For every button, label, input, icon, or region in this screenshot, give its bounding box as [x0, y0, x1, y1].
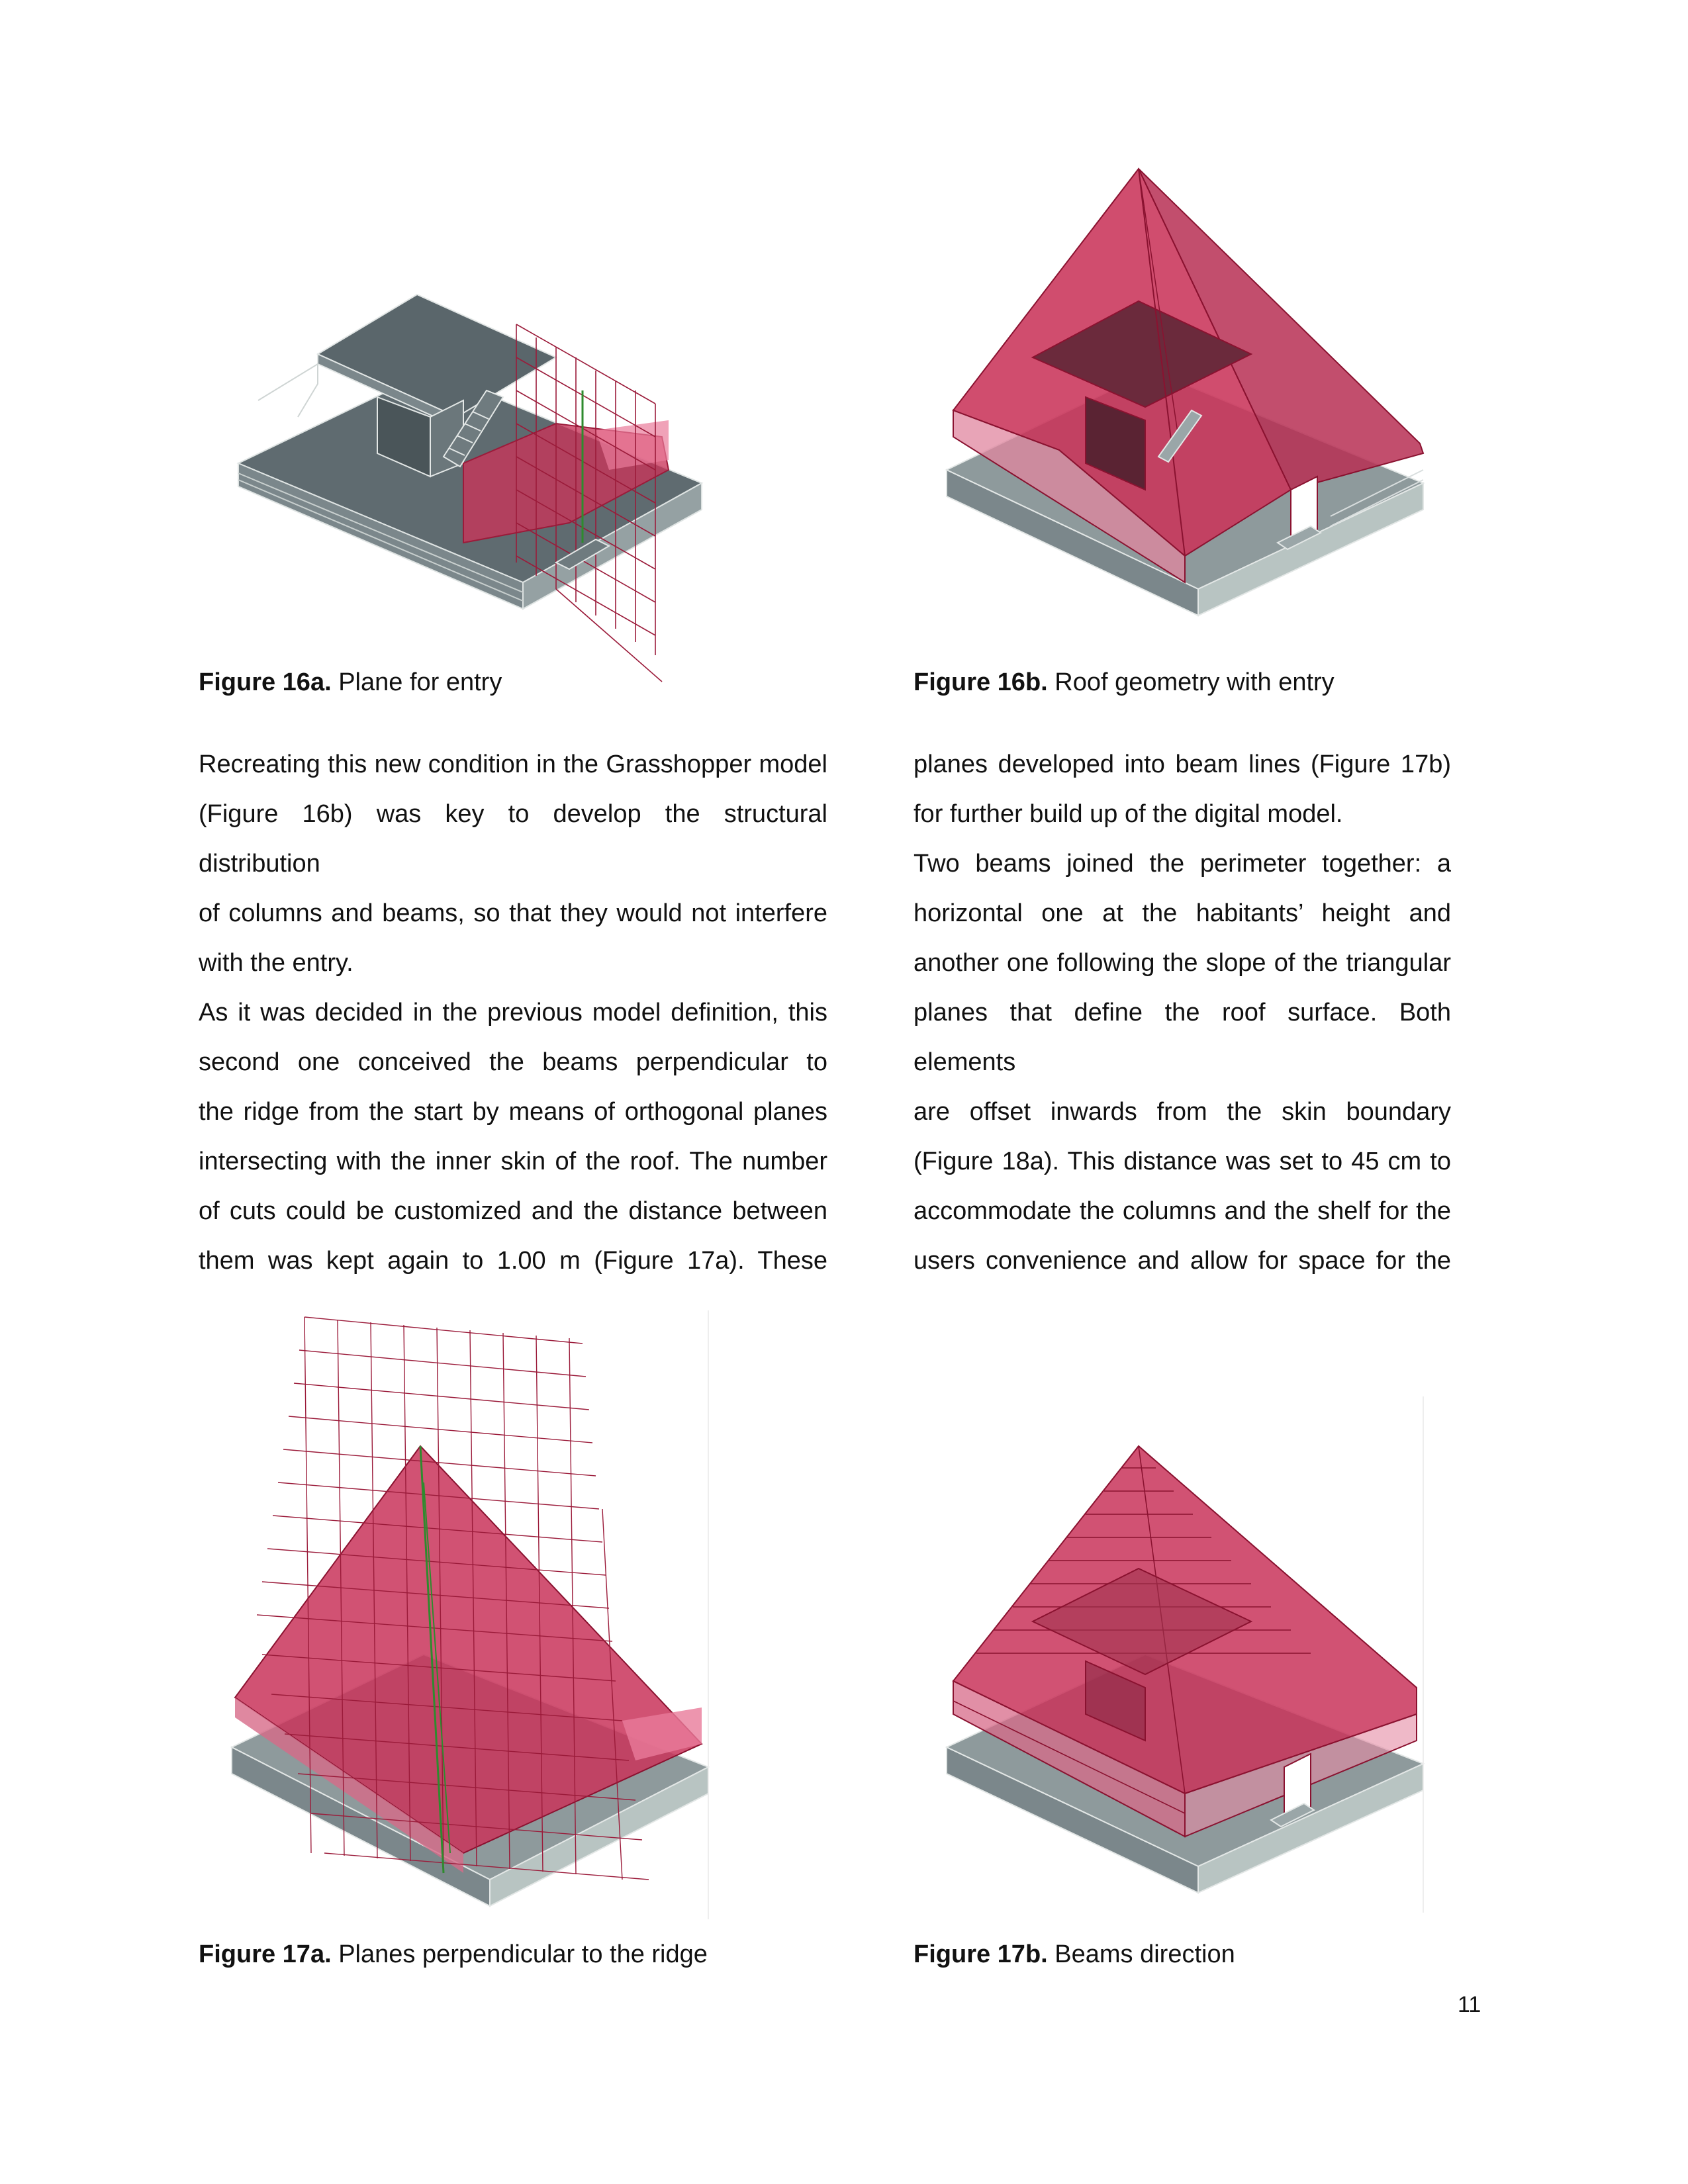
figure-17b-caption [914, 1939, 1235, 1970]
text-line: Recreating this new condition in the Grasshopper model [199, 751, 827, 778]
text-line: another one following the slope of the triangular [914, 949, 1451, 977]
figure-label: Figure 16b. [914, 668, 1048, 696]
figure-label: Figure 16a. [199, 668, 332, 696]
text-line: Two beams joined the perimeter together: a [914, 850, 1451, 878]
figure-17a-caption [199, 1939, 708, 1970]
figure-caption-text: Plane for entry [338, 668, 502, 696]
figure-caption-text: Beams direction [1055, 1940, 1235, 1968]
figure-caption-text: Planes perpendicular to the ridge [338, 1940, 708, 1968]
text-line: (Figure 18a). This distance was set to 45 cm to [914, 1148, 1451, 1175]
text-line: of cuts could be customized and the distance between [199, 1197, 827, 1225]
text-line: of columns and beams, so that they would not interfere [199, 899, 827, 927]
figure-16a-image [225, 285, 715, 695]
figure-16b-caption [914, 667, 1335, 698]
right-text-column [914, 740, 1451, 1286]
figure-17a-image [225, 1310, 715, 1919]
figure-16b-image [940, 159, 1430, 635]
text-line: horizontal one at the habitants’ height and [914, 899, 1451, 927]
text-line: planes that define the roof surface. Both elements [914, 999, 1451, 1076]
figure-16a-caption [199, 667, 502, 698]
text-line: planes developed into beam lines (Figure 17b) [914, 751, 1451, 778]
text-line: intersecting with the inner skin of the roof. The number [199, 1148, 827, 1175]
left-text-column [199, 740, 827, 1286]
text-line: for further build up of the digital model. [914, 800, 1343, 828]
text-line: accommodate the columns and the shelf for the [914, 1197, 1451, 1225]
figure-17b-image [940, 1396, 1430, 1913]
text-line: users convenience and allow for space for the [914, 1247, 1451, 1275]
text-line: the ridge from the start by means of orthogonal planes [199, 1098, 827, 1126]
figure-label: Figure 17a. [199, 1940, 332, 1968]
text-line: with the entry. [199, 949, 353, 977]
page-number: 11 [1458, 1992, 1481, 2017]
text-line: them was kept again to 1.00 m (Figure 17a). These [199, 1247, 827, 1275]
text-line: (Figure 16b) was key to develop the structural distribution [199, 800, 827, 878]
text-line: are offset inwards from the skin boundary [914, 1098, 1451, 1126]
figure-label: Figure 17b. [914, 1940, 1048, 1968]
text-line: As it was decided in the previous model definition, this [199, 999, 827, 1026]
text-line: second one conceived the beams perpendicular to [199, 1048, 827, 1076]
figure-caption-text: Roof geometry with entry [1055, 668, 1335, 696]
